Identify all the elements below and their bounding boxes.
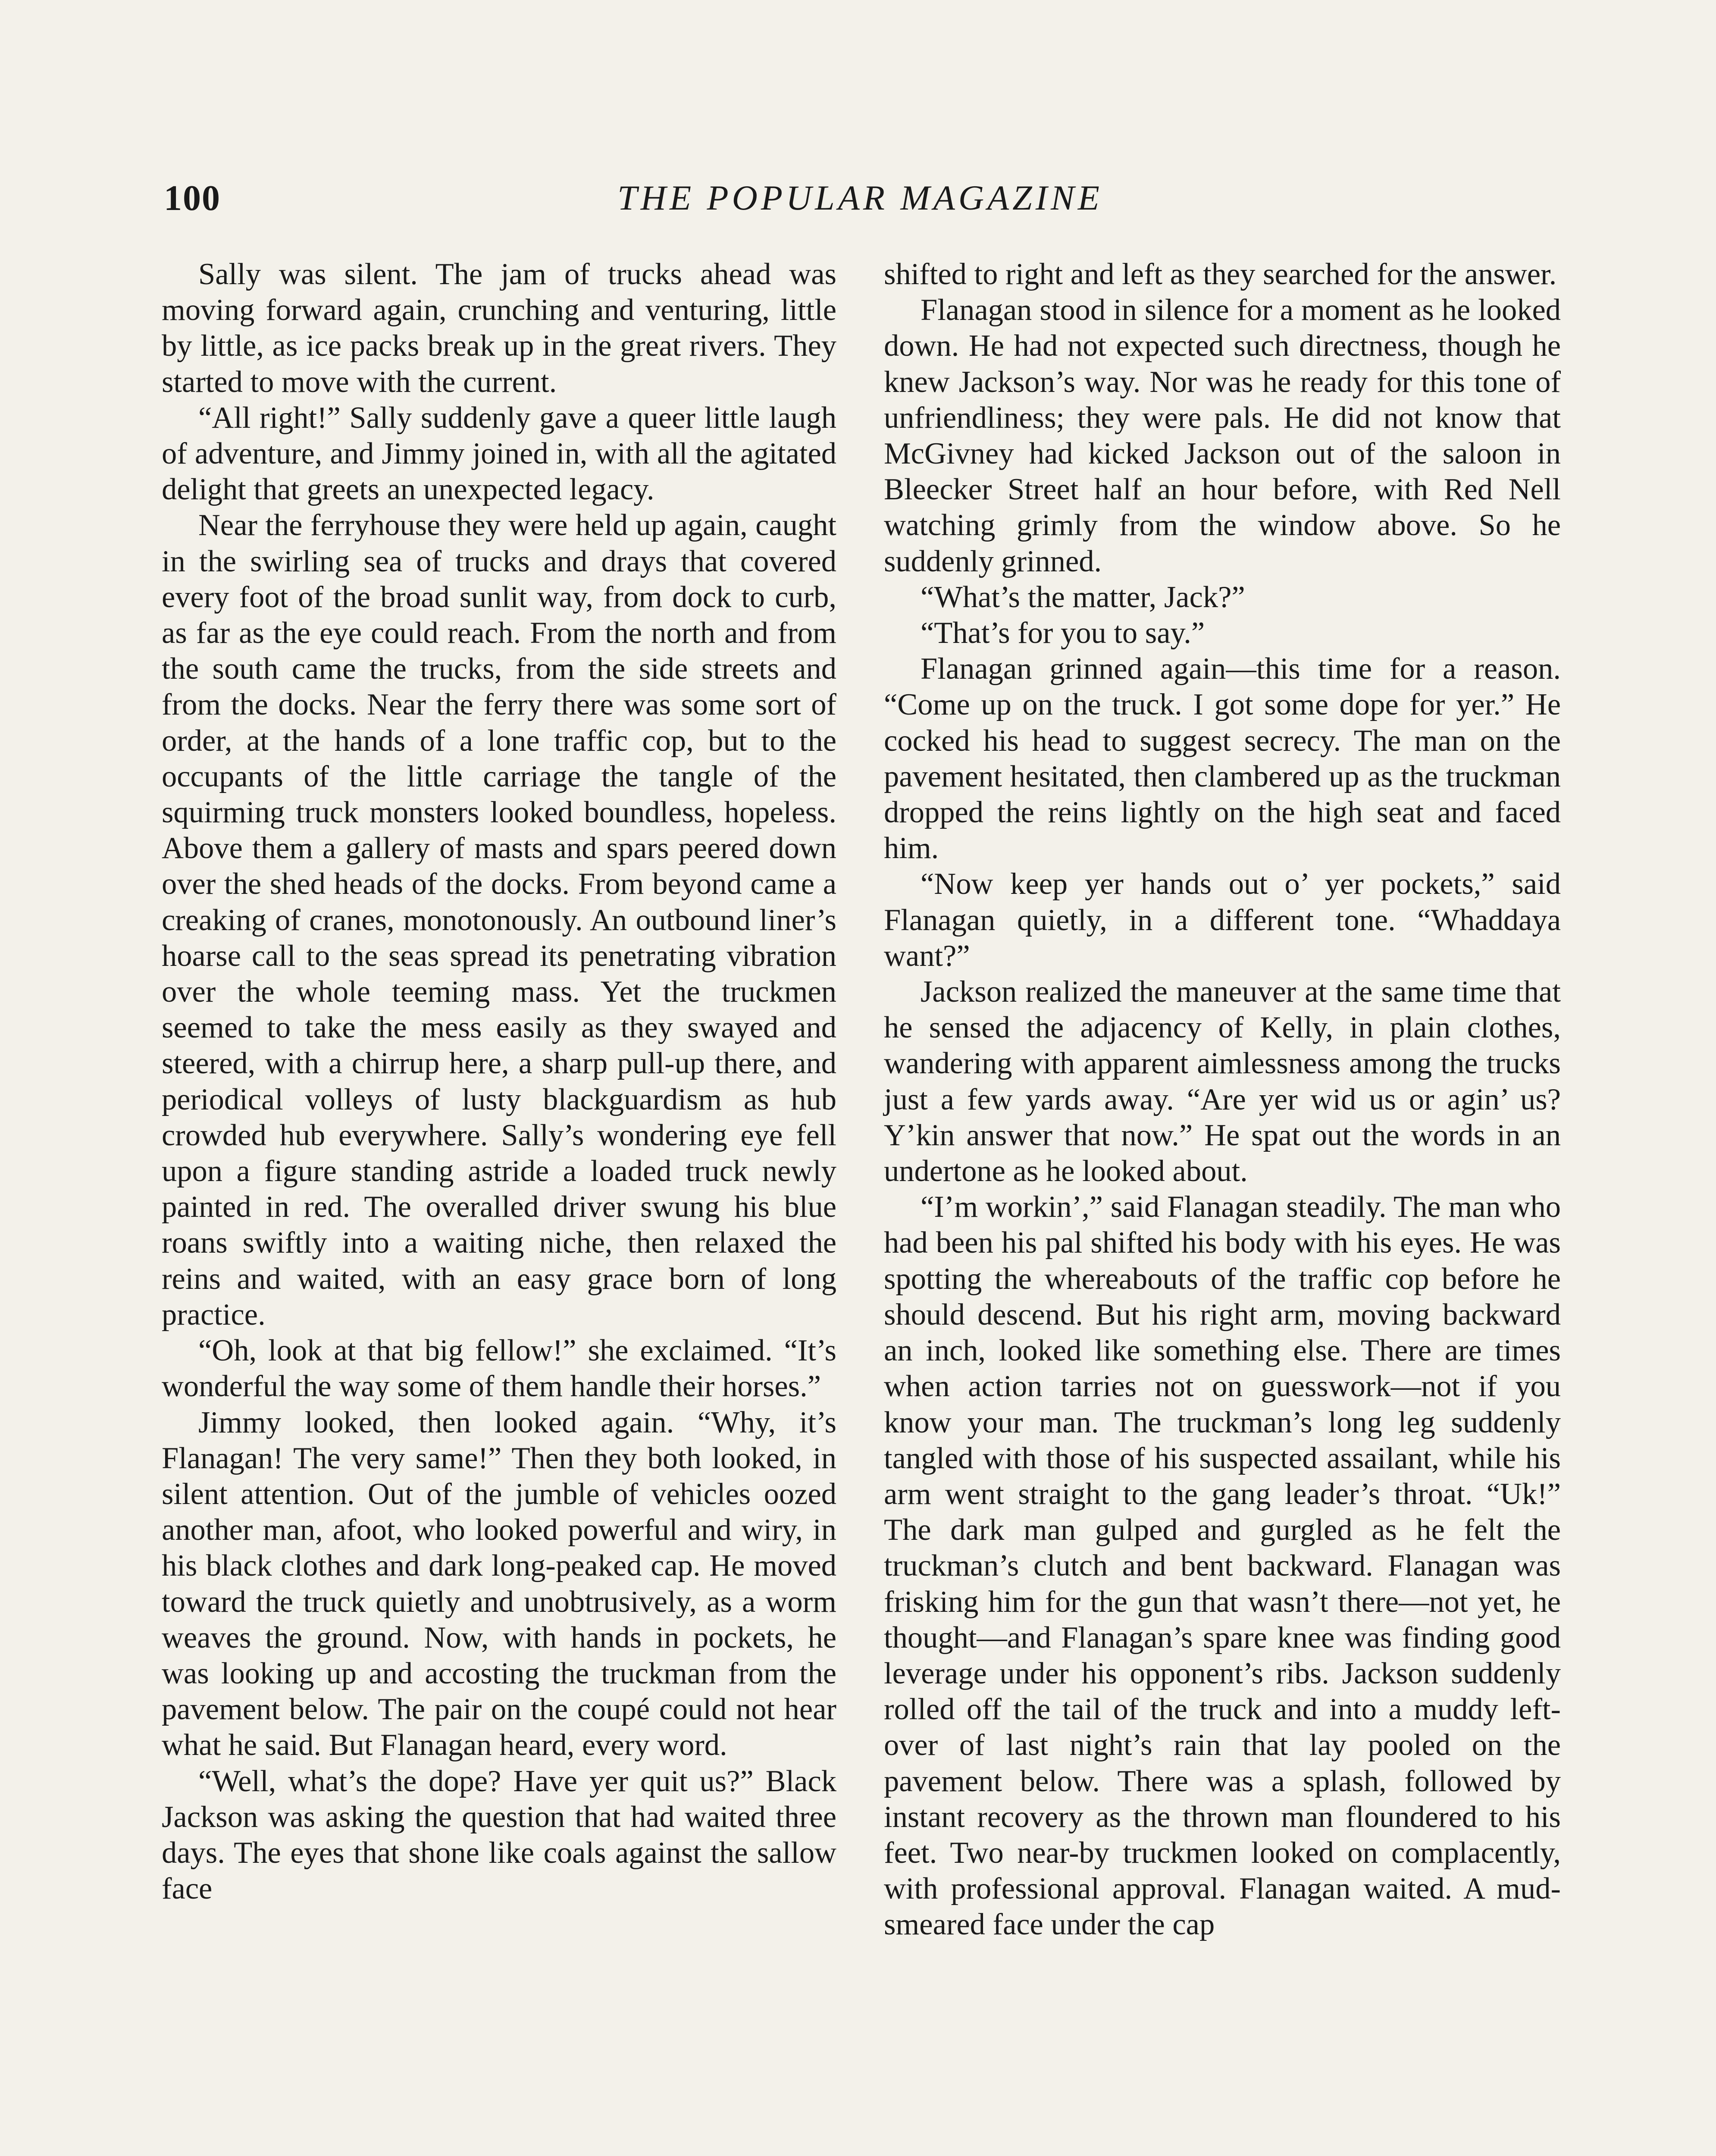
paragraph: “That’s for you to say.”: [921, 616, 1205, 650]
paragraph: Jimmy looked, then looked again. “Why, it’s Flanagan! The very same!” Then they both looked, in silent attention. Out of the jumble of vehicles oozed another man, afoot, who looked powerful and wiry, in his black clothes and dark long-peaked cap. He moved toward the truck quietly and unobtrusively, as a worm weaves the ground. Now, with hands in pockets, he was looking up and accosting the truckman from the pavement below. The pair on the coupé could not hear what he said. But Flanagan heard, every word.: [162, 1405, 836, 1762]
paragraph: “What’s the matter, Jack?”: [921, 580, 1245, 614]
paragraph: “Well, what’s the dope? Have yer quit us?” Black Jackson was asking the question that had waited three days. The eyes that shone like coals against the sallow face: [162, 1764, 836, 1906]
paragraph: “Now keep yer hands out o’ yer pockets,” said Flanagan quietly, in a different tone. “Whaddaya want?”: [884, 867, 1561, 973]
paragraph: Flanagan grinned again—this time for a reason. “Come up on the truck. I got some dope for yer.” He cocked his head to suggest secrecy. The man on the pavement hesitated, then clambered up as the truckman dropped the reins lightly on the high seat and faced him.: [884, 652, 1561, 865]
left-column: [162, 257, 836, 1907]
paragraph: Jackson realized the maneuver at the same time that he sensed the adjacency of Kelly, in plain clothes, wandering with apparent aimlessness among the trucks just a few yards away. “Are yer wid us or agin’ us? Y’kin answer that now.” He spat out the words in an undertone as he looked about.: [884, 975, 1561, 1188]
paragraph: “I’m workin’,” said Flanagan steadily. The man who had been his pal shifted his body with his eyes. He was spotting the whereabouts of the traffic cop before he should descend. But his right arm, moving backward an inch, looked like something else. There are times when action tarries not on guesswork—not if you know your man. The truckman’s long leg suddenly tangled with those of his suspected assailant, while his arm went straight to the gang leader’s throat. “Uk!” The dark man gulped and gurgled as he felt the truckman’s clutch and bent backward. Flanagan was frisking him for the gun that wasn’t there—not yet, he thought—and Flanagan’s spare knee was finding good leverage under his opponent’s ribs. Jackson suddenly rolled off the tail of the truck and into a muddy left-over of last night’s rain that lay pooled on the pavement below. There was a splash, followed by instant recovery as the thrown man floundered to his feet. Two near-by truckmen looked on complacently, with professional approval. Flanagan waited. A mud-smeared face under the cap: [884, 1190, 1561, 1942]
paragraph: Near the ferryhouse they were held up again, caught in the swirling sea of trucks and drays that covered every foot of the broad sunlit way, from dock to curb, as far as the eye could reach. From the north and from the south came the trucks, from the side streets and from the docks. Near the ferry there was some sort of order, at the hands of a lone traffic cop, but to the occupants of the little carriage the tangle of the squirming truck monsters looked boundless, hopeless. Above them a gallery of masts and spars peered down over the shed heads of the docks. From beyond came a creaking of cranes, monotonously. An outbound liner’s hoarse call to the seas spread its penetrating vibration over the whole teeming mass. Yet the truckmen seemed to take the mess easily as they swayed and steered, with a chirrup here, a sharp pull-up there, and periodical volleys of lusty blackguardism as hub crowded hub everywhere. Sally’s wondering eye fell upon a figure standing astride a loaded truck newly painted in red. The overalled driver swung his blue roans swiftly into a waiting niche, then relaxed the reins and waited, with an easy grace born of long practice.: [162, 508, 836, 1332]
paragraph: Flanagan stood in silence for a moment as he looked down. He had not expected such directness, though he knew Jackson’s way. Nor was he ready for this tone of unfriendliness; they were pals. He did not know that McGivney had kicked Jackson out of the saloon in Bleecker Street half an hour before, with Red Nell watching grimly from the window above. So he suddenly grinned.: [884, 293, 1561, 578]
right-column: [884, 257, 1561, 1943]
paragraph: “All right!” Sally suddenly gave a queer little laugh of adventure, and Jimmy joined in, with all the agitated delight that greets an unexpected legacy.: [162, 401, 836, 507]
paragraph: Sally was silent. The jam of trucks ahead was moving forward again, crunching and venturing, little by little, as ice packs break up in the great rivers. They started to move with the current.: [162, 257, 836, 399]
running-head: THE POPULAR MAGAZINE: [617, 178, 1103, 217]
paragraph: “Oh, look at that big fellow!” she exclaimed. “It’s wonderful the way some of them handle their horses.”: [162, 1334, 836, 1404]
page-number: 100: [164, 178, 221, 218]
paragraph-continued: shifted to right and left as they searched for the answer.: [884, 257, 1557, 291]
